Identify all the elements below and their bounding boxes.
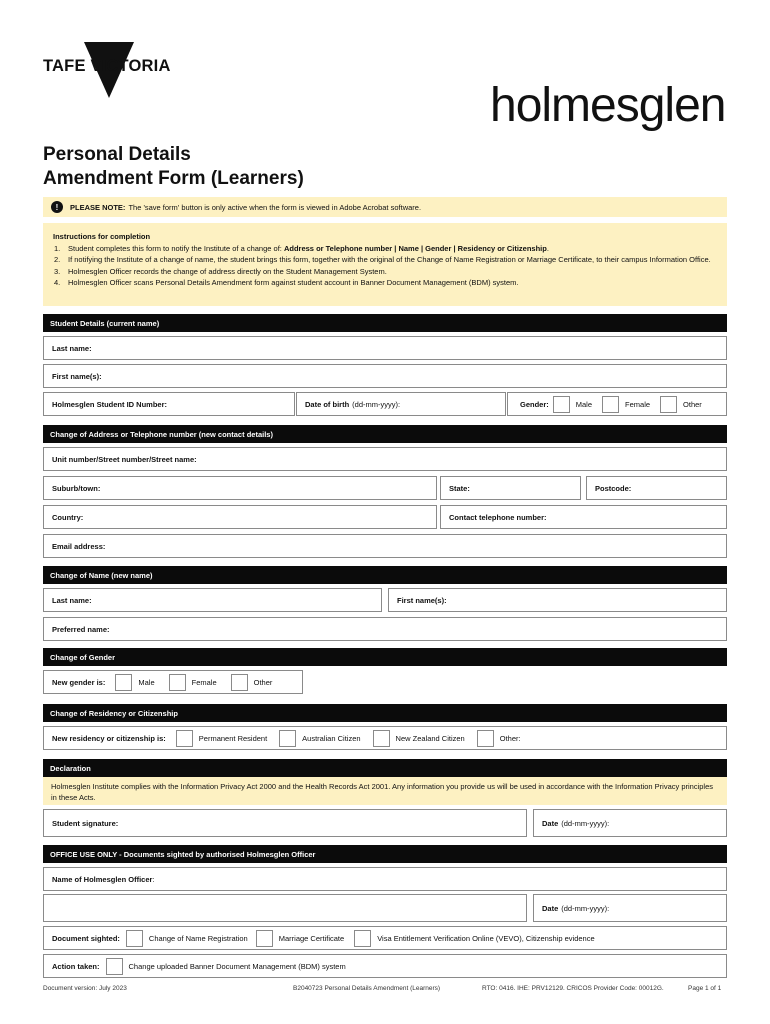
country-field[interactable]: Country: <box>43 505 437 529</box>
new-first-names-field[interactable]: First name(s): <box>388 588 727 612</box>
gender-other-checkbox[interactable] <box>660 396 677 413</box>
preferred-name-field[interactable]: Preferred name: <box>43 617 727 641</box>
instruction-item: 3. Holmesglen Officer records the change of address directly on the Student Management System. <box>54 266 387 276</box>
gender-label: Gender: <box>520 399 549 409</box>
officer-name-field[interactable]: Name of Holmesglen Officer : <box>43 867 727 891</box>
address-heading: Change of Address or Telephone number (new contact details) <box>43 425 727 443</box>
document-code: B2040723 Personal Details Amendment (Learners) <box>293 985 441 992</box>
doc-marriage-certificate-checkbox[interactable] <box>256 930 273 947</box>
page-number: Page 1 of 1 <box>688 985 722 992</box>
save-form-note <box>43 197 727 217</box>
exclamation-icon: ! <box>51 201 63 213</box>
name-change-heading: Change of Name (new name) <box>43 566 727 584</box>
signature-date-field[interactable]: Date (dd-mm-yyyy): <box>533 809 727 837</box>
student-id-field[interactable]: Holmesglen Student ID Number: <box>43 392 295 416</box>
residency-group: New residency or citizenship is: Permanent Resident Australian Citizen New Zealand Citizen Other: <box>43 726 727 750</box>
instruction-item: 4. Holmesglen Officer scans Personal Details Amendment form against student account in Banner Document Management (BDM) system. <box>54 278 519 287</box>
new-gender-group: New gender is: Male Female Other <box>43 670 303 694</box>
instructions-panel <box>43 223 727 306</box>
doc-vevo-checkbox[interactable] <box>354 930 371 947</box>
residency-other-checkbox[interactable] <box>477 730 494 747</box>
gender-change-heading: Change of Gender <box>43 648 727 666</box>
title-line-2: Amendment Form (Learners) <box>43 168 304 189</box>
first-names-field[interactable]: First name(s): <box>43 364 727 388</box>
residency-heading: Change of Residency or Citizenship <box>43 704 727 722</box>
street-field[interactable]: Unit number/Street number/Street name: <box>43 447 727 471</box>
suburb-field[interactable]: Suburb/town: <box>43 476 437 500</box>
officer-signature-field[interactable] <box>43 894 527 922</box>
tafe-victoria-logo <box>43 42 193 98</box>
last-name-field[interactable]: Last name: <box>43 336 727 360</box>
title-line-1: Personal Details <box>43 144 191 165</box>
action-bdm-checkbox[interactable] <box>106 958 123 975</box>
rto-details: RTO: 0416. IHE: PRV12129. CRICOS Provider Code: 00012G. <box>482 985 664 992</box>
holmesglen-logo-text: holmesglen <box>490 79 726 132</box>
residency-label: New residency or citizenship is: <box>52 733 166 743</box>
new-last-name-field[interactable]: Last name: <box>43 588 382 612</box>
office-use-heading: OFFICE USE ONLY - Documents sighted by authorised Holmesglen Officer <box>43 845 727 863</box>
instruction-item: 2. If notifying the Institute of a change of name, the student brings this form, together with the original of the Change of Name Registration or Marriage Certificate, to their campus Information Office. <box>54 255 711 264</box>
postcode-field[interactable]: Postcode: <box>586 476 727 500</box>
document-sighted-group: Document sighted: Change of Name Registration Marriage Certificate Visa Entitlement Verification Online (VEVO), Citizenship evidence <box>43 926 727 950</box>
email-field[interactable]: Email address: <box>43 534 727 558</box>
phone-field[interactable]: Contact telephone number: <box>440 505 727 529</box>
doc-name-registration-checkbox[interactable] <box>126 930 143 947</box>
officer-date-field[interactable]: Date (dd-mm-yyyy): <box>533 894 727 922</box>
residency-permanent-checkbox[interactable] <box>176 730 193 747</box>
document-version: Document version: July 2023 <box>43 985 127 992</box>
gender-male-checkbox[interactable] <box>553 396 570 413</box>
student-details-heading: Student Details (current name) <box>43 314 727 332</box>
instruction-item: 1. Student completes this form to notify the Institute of a change of: Address or Telephone number | Name | Gender | Residency or Citizenship. <box>54 243 549 253</box>
page-title <box>43 143 304 191</box>
declaration-heading: Declaration <box>43 759 727 777</box>
state-field[interactable]: State: <box>440 476 581 500</box>
instructions-list <box>53 243 717 289</box>
action-taken-group: Action taken: Change uploaded Banner Document Management (BDM) system <box>43 954 727 978</box>
dob-field[interactable]: Date of birth (dd-mm-yyyy): <box>296 392 506 416</box>
new-gender-male-checkbox[interactable] <box>115 674 132 691</box>
gender-group: Gender: Male Female Other <box>507 392 727 416</box>
note-text: The 'save form' button is only active when the form is viewed in Adobe Acrobat software. <box>128 202 422 212</box>
action-taken-label: Action taken: <box>52 961 100 971</box>
new-gender-female-checkbox[interactable] <box>169 674 186 691</box>
holmesglen-logo <box>490 38 730 148</box>
new-gender-label: New gender is: <box>52 677 106 687</box>
residency-nz-checkbox[interactable] <box>373 730 390 747</box>
tafe-victoria-text: TAFE VICTORIA <box>43 57 171 75</box>
instructions-heading: Instructions for completion <box>53 232 151 241</box>
student-signature-field[interactable]: Student signature: <box>43 809 527 837</box>
note-label: PLEASE NOTE: <box>70 202 126 212</box>
residency-australian-checkbox[interactable] <box>279 730 296 747</box>
document-sighted-label: Document sighted: <box>52 933 120 943</box>
gender-female-checkbox[interactable] <box>602 396 619 413</box>
declaration-text: Holmesglen Institute complies with the Information Privacy Act 2000 and the Health Records Act 2001. Any information you provide us will be used in accordance with the Information Privacy principles in these Acts. <box>43 777 727 805</box>
new-gender-other-checkbox[interactable] <box>231 674 248 691</box>
